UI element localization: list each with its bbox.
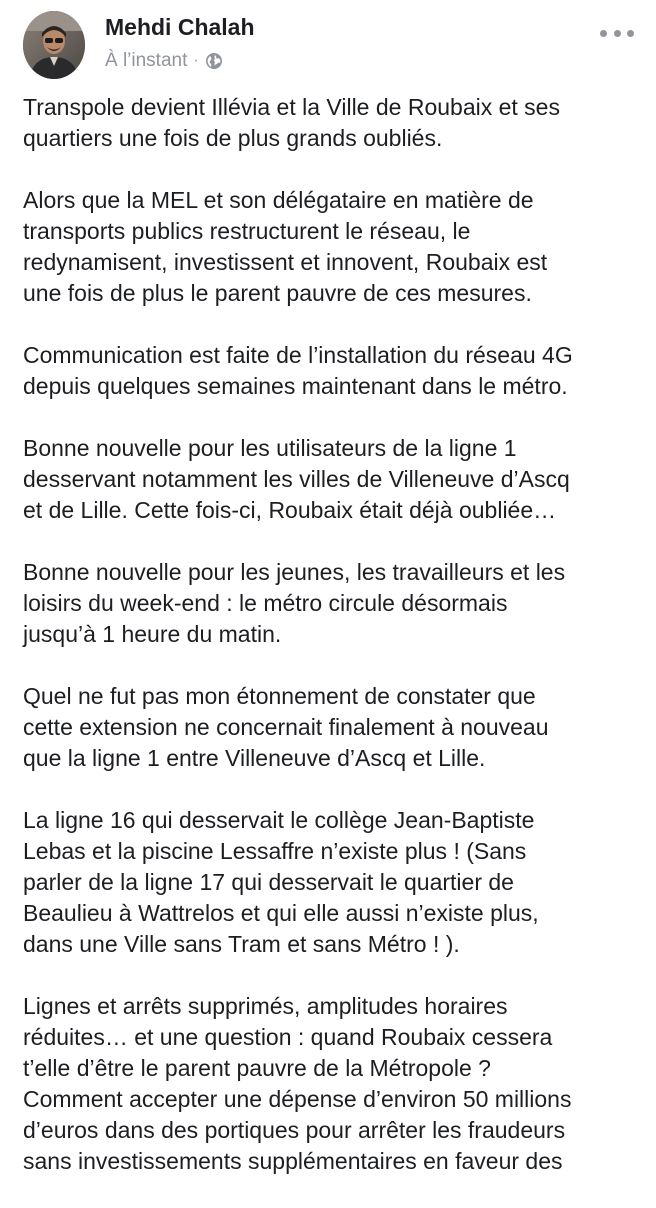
post-paragraph: Alors que la MEL et son délégataire en matière de transports publics restructurent le réseau, le redynamisent, investissent et innovent, Roubaix est une fois de plus le parent pauvre de ces mesures. <box>23 187 548 306</box>
post-header <box>0 0 656 90</box>
more-options-icon-dot <box>627 30 634 37</box>
globe-icon[interactable] <box>205 52 223 70</box>
post-paragraph: La ligne 16 qui desservait le collège Jean-Baptiste Lebas et la piscine Lessaffre n’existe plus ! (Sans parler de la ligne 17 qui desservait le quartier de Beaulieu à Wattrelos et qui elle aussi n’existe plus, dans une Ville sans Tram et sans Métro ! ). <box>23 807 539 957</box>
post-body <box>23 92 643 1208</box>
more-options-icon <box>600 30 607 37</box>
post-paragraph: Communication est faite de l’installation du réseau 4G depuis quelques semaines maintenant dans le métro. <box>23 342 573 399</box>
avatar[interactable] <box>23 11 85 79</box>
post-meta <box>105 49 223 73</box>
post-paragraph: Bonne nouvelle pour les jeunes, les travailleurs et les loisirs du week-end : le métro circule désormais jusqu’à 1 heure du matin. <box>23 559 566 647</box>
timestamp[interactable]: À l’instant <box>105 50 188 71</box>
post-paragraph: Lignes et arrêts supprimés, amplitudes horaires réduites… et une question : quand Roubaix cessera t’elle d’être le parent pauvre de la Métropole ? Comment accepter une dépense d’environ 50 millions d’euros dans des portiques pour arrêter les fraudeurs sans investissements supplémentaires en faveur des <box>23 993 572 1174</box>
post-paragraph: Quel ne fut pas mon étonnement de constater que cette extension ne concernait finalement à nouveau que la ligne 1 entre Villeneuve d’Ascq et Lille. <box>23 683 549 771</box>
more-options-icon-dot <box>614 30 621 37</box>
post-paragraph: Transpole devient Illévia et la Ville de Roubaix et ses quartiers une fois de plus grands oubliés. <box>23 94 560 151</box>
author-name[interactable]: Mehdi Chalah <box>105 14 255 40</box>
post-paragraph: Bonne nouvelle pour les utilisateurs de la ligne 1 desservant notamment les villes de Villeneuve d’Ascq et de Lille. Cette fois-ci, Roubaix était déjà oubliée… <box>23 435 570 523</box>
meta-separator: · <box>193 52 199 69</box>
more-options-button[interactable] <box>600 22 634 44</box>
